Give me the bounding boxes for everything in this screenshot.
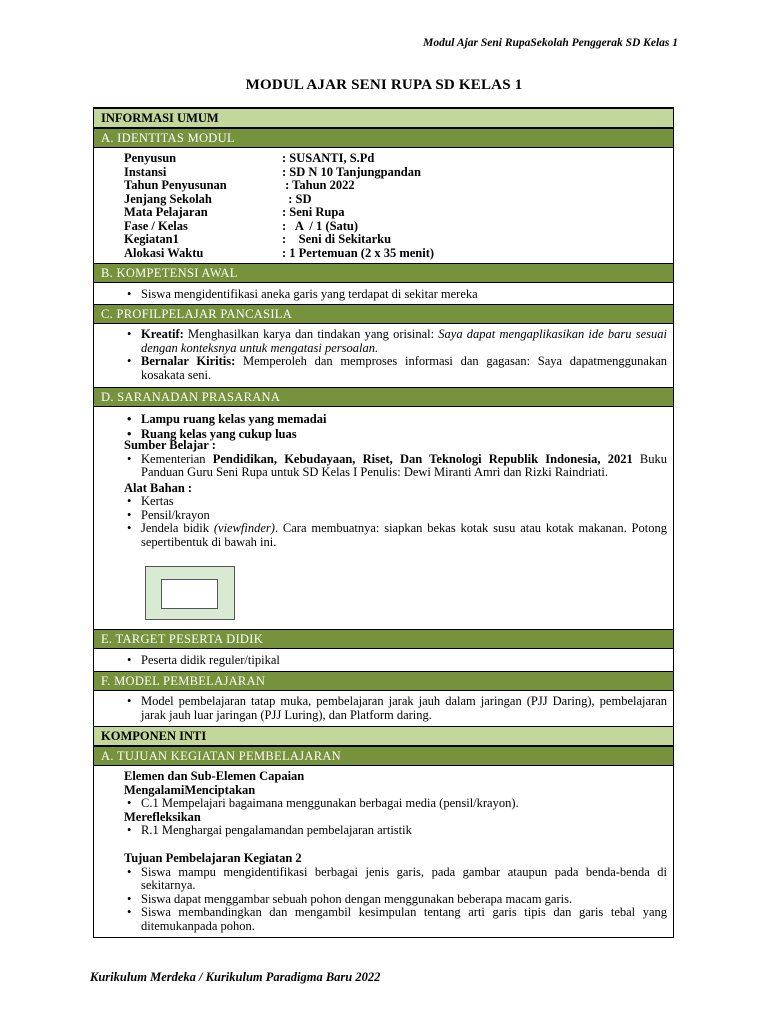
- list-item: • C.1 Mempelajari bagaimana menggunakan berbagai media (pensil/krayon).: [124, 797, 667, 811]
- list-item: • Siswa dapat menggambar sebuah pohon dengan menggunakan beberapa macam garis.: [124, 893, 667, 907]
- list-item: [124, 453, 667, 480]
- page-footer: Kurikulum Merdeka / Kurikulum Paradigma Baru 2022: [90, 970, 381, 984]
- identitas-row: [124, 206, 667, 220]
- identitas-list: [124, 152, 667, 260]
- alat-label: Alat Bahan :: [124, 480, 193, 495]
- identitas-label: Tahun Penyusunan: [124, 178, 227, 192]
- identitas-label: Kegiatan1: [124, 232, 179, 246]
- heading-profil-pelajar: C. PROFILPELAJAR PANCASILA: [93, 304, 674, 324]
- jendela-italic: (viewfinder): [213, 521, 275, 535]
- list-item: • Lampu ruang kelas yang memadai: [124, 412, 667, 427]
- identitas-row: [124, 247, 667, 261]
- elemen-title: Elemen dan Sub-Elemen Capaian: [124, 769, 305, 783]
- tujuan-content: [124, 770, 667, 838]
- identitas-label: Fase / Kelas: [124, 218, 188, 233]
- bernalar-text: Memperoleh dan memproses informasi dan gagasan: Saya dapatmenggunakan kosakata seni.: [141, 354, 667, 382]
- identitas-row: [124, 166, 667, 180]
- list-item: • Pensil/krayon: [124, 509, 667, 523]
- identitas-label: Penyusun: [124, 151, 177, 165]
- list-item: [124, 522, 667, 549]
- profil-list: [124, 328, 667, 382]
- jendela-post: . Cara membuatnya: siapkan bekas kotak susu atau kotak makanan. Potong sepertibentuk di bawah ini.: [141, 521, 667, 549]
- running-header: Modul Ajar Seni RupaSekolah Penggerak SD Kelas 1: [423, 37, 678, 49]
- sumber-bold: Pendidikan, Kebudayaan, Riset, Dan Teknologi Republik Indonesia, 2021: [212, 451, 633, 466]
- heading-model-pembelajaran: F. MODEL PEMBELAJARAN: [93, 671, 674, 691]
- identitas-row: [124, 179, 667, 193]
- sumber-label: Sumber Belajar :: [124, 438, 216, 452]
- identitas-value: : A / 1 (Satu): [282, 218, 359, 233]
- target-list: [124, 654, 667, 668]
- list-item: • Ruang kelas yang cukup luas: [124, 427, 667, 442]
- heading-kompetensi-awal: B. KOMPETENSI AWAL: [93, 263, 674, 283]
- list-item: • Siswa membandingkan dan mengambil kesimpulan tentang arti garis tipis dan garis tebal yang ditemukanpada pohon.: [124, 906, 667, 933]
- list-item: [124, 355, 667, 382]
- identitas-label: Instansi: [124, 164, 167, 179]
- heading-target-peserta: E. TARGET PESERTA DIDIK: [93, 629, 674, 649]
- model-list: [124, 695, 667, 722]
- identitas-row: [124, 152, 667, 166]
- identitas-value: : SD N 10 Tanjungpandan: [282, 164, 421, 179]
- viewfinder-illustration: [145, 566, 235, 620]
- tujuan2-title: Tujuan Pembelajaran Kegiatan 2: [124, 851, 302, 865]
- identitas-label: Jenjang Sekolah: [124, 191, 212, 206]
- kompetensi-list: [124, 288, 667, 302]
- heading-tujuan-kegiatan: A. TUJUAN KEGIATAN PEMBELAJARAN: [93, 746, 674, 766]
- merefleksikan-label: Merefleksikan: [124, 809, 201, 824]
- jendela-pre: Jendela bidik: [141, 521, 214, 535]
- identitas-value: : 1 Pertemuan (2 x 35 menit): [282, 245, 435, 260]
- bernalar-label: Bernalar Kiritis:: [141, 354, 236, 368]
- identitas-row: [124, 220, 667, 234]
- mengalami-label: MengalamiMenciptakan: [124, 782, 256, 797]
- identitas-label: Alokasi Waktu: [124, 245, 204, 260]
- identitas-row: [124, 193, 667, 207]
- identitas-row: [124, 233, 667, 247]
- identitas-value: : SUSANTI, S.Pd: [282, 151, 375, 165]
- sumber-belajar: [124, 439, 667, 549]
- list-item: [124, 328, 667, 355]
- section-informasi-umum: INFORMASI UMUM: [93, 108, 674, 128]
- identitas-value: : Seni di Sekitarku: [282, 232, 392, 246]
- sumber-post: Buku Panduan Guru Seni Rupa untuk SD Kelas I Penulis: Dewi Miranti Amri dan Rizki Raindriati.: [141, 451, 667, 479]
- list-item: • Peserta didik reguler/tipikal: [124, 654, 667, 668]
- kreatif-label: Kreatif:: [141, 327, 184, 341]
- kreatif-text: Menghasilkan karya dan tindakan yang orisinal:: [183, 327, 439, 341]
- heading-identitas-modul: A. IDENTITAS MODUL: [93, 128, 674, 148]
- list-item: • Model pembelajaran tatap muka, pembelajaran jarak jauh dalam jaringan (PJJ Daring), pembelajaran jarak jauh luar jaringan (PJJ Luring), dan Platform daring.: [124, 695, 667, 722]
- identitas-value: : SD: [282, 191, 312, 206]
- tujuan-kegiatan-2: [124, 852, 667, 933]
- list-item: • Siswa mengidentifikasi aneka garis yang terdapat di sekitar mereka: [124, 288, 667, 302]
- list-item: • Kertas: [124, 495, 667, 509]
- list-item: • R.1 Menghargai pengalamandan pembelajaran artistik: [124, 824, 667, 838]
- identitas-value: : Tahun 2022: [282, 178, 355, 192]
- list-item: • Siswa mampu mengidentifikasi berbagai jenis garis, pada gambar ataupun pada benda-benda di sekitarnya.: [124, 866, 667, 893]
- kreatif-italic: Saya dapat mengaplikasikan ide baru sesuai dengan konteksnya untuk mengatasi persoalan.: [141, 327, 667, 355]
- heading-sarana-prasarana: D. SARANADAN PRASARANA: [93, 387, 674, 407]
- section-komponen-inti: KOMPONEN INTI: [93, 726, 674, 746]
- identitas-label: Mata Pelajaran: [124, 205, 208, 219]
- identitas-value: : Seni Rupa: [282, 205, 345, 219]
- document-title: MODUL AJAR SENI RUPA SD KELAS 1: [245, 77, 523, 93]
- viewfinder-window: [161, 579, 218, 609]
- sumber-pre: Kementerian: [141, 451, 213, 466]
